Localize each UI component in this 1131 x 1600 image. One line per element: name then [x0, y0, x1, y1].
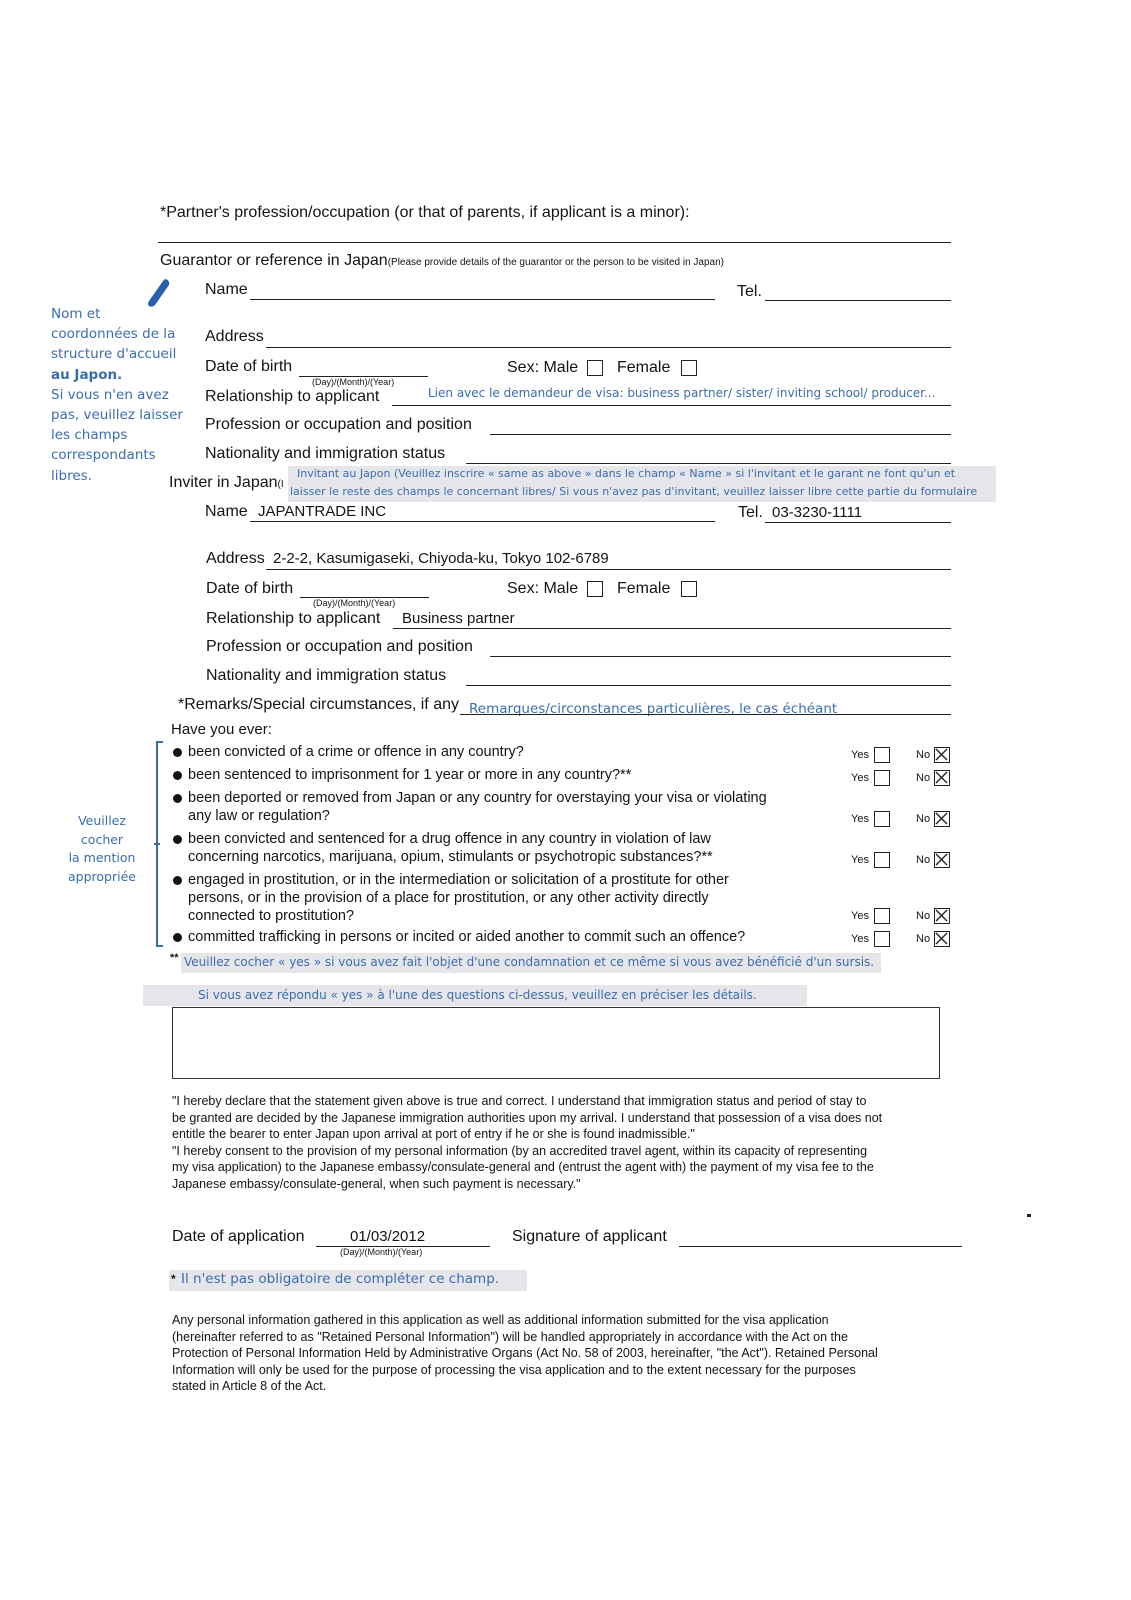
partner-profession-line[interactable]	[158, 242, 951, 243]
inviter-sex-label: Sex: Male	[507, 580, 579, 597]
bullet-icon	[173, 876, 182, 885]
yes-label: Yes	[851, 933, 869, 945]
question-1: been convicted of a crime or offence in any country?	[188, 744, 524, 760]
question-2: been sentenced to imprisonment for 1 year or more in any country?**	[188, 767, 632, 783]
q6-no-checkbox[interactable]	[934, 931, 950, 947]
guarantor-relationship-field[interactable]	[392, 405, 951, 406]
yes-label: Yes	[851, 749, 869, 761]
guarantor-nationality-field[interactable]	[466, 463, 951, 464]
optional-note-text: Il n'est pas obligatoire de compléter ce champ.	[181, 1271, 500, 1287]
yes-label: Yes	[851, 854, 869, 866]
q3-yes-checkbox[interactable]	[874, 811, 890, 827]
no-label: No	[916, 910, 931, 922]
inviter-name-value[interactable]: JAPANTRADE INC	[258, 503, 387, 520]
partner-profession-label: *Partner's profession/occupation (or that of parents, if applicant is a minor):	[160, 204, 690, 221]
inviter-tel-value[interactable]: 03-3230-1111	[772, 504, 863, 521]
optional-mark: *	[171, 1272, 176, 1286]
privacy-text: Any personal information gathered in this application as well as additional information submitted for the visa application (hereinafter referred to as "Retained Personal Information") will be handled appropriately in accordance with the Act on the Protection of Personal Information Held by Administrative Organs (Act No. 58 of 2003, hereinafter, "the Act"). Retained Personal Information will only be used for the purpose of processing the visa application and to the extent necessary for the purposes stated in Article 8 of the Act.	[172, 1313, 878, 1393]
question-6: committed trafficking in persons or incited or aided another to commit such an offence?	[188, 929, 746, 945]
q1-no-checkbox[interactable]	[934, 747, 950, 763]
question-4: been convicted and sentenced for a drug offence in any country in violation of law concerning narcotics, marijuana, opium, stimulants or psychotropic substances?**	[188, 831, 713, 865]
details-textarea[interactable]	[172, 1007, 940, 1079]
guarantor-female-checkbox[interactable]	[681, 360, 697, 376]
guarantor-tel-label: Tel.	[737, 283, 762, 300]
guarantor-relationship-note: Lien avec le demandeur de visa: business partner/ sister/ inviting school/ producer...	[428, 386, 936, 400]
inviter-address-label: Address	[206, 550, 265, 567]
optional-note-box	[169, 1270, 527, 1291]
no-label: No	[916, 813, 931, 825]
inviter-nationality-field[interactable]	[466, 685, 951, 686]
signature-label: Signature of applicant	[512, 1228, 667, 1245]
guarantor-subtitle: (Please provide details of the guarantor or the person to be visited in Japan)	[387, 257, 725, 268]
bullet-icon	[173, 933, 182, 942]
inviter-dob-label: Date of birth	[206, 580, 294, 597]
questions-side-note: Veuillez cocher la mention appropriée	[68, 813, 136, 884]
guarantor-female-label: Female	[617, 359, 671, 376]
scan-speck	[1027, 1214, 1031, 1217]
guarantor-nationality-label: Nationality and immigration status	[205, 445, 446, 462]
inviter-name-field[interactable]	[250, 521, 715, 522]
guarantor-profession-field[interactable]	[490, 434, 951, 435]
no-label: No	[916, 933, 931, 945]
inviter-note-box	[288, 466, 996, 502]
guarantor-name-label: Name	[205, 281, 248, 298]
no-label: No	[916, 854, 931, 866]
guarantor-male-checkbox[interactable]	[587, 360, 603, 376]
bullet-icon	[173, 835, 182, 844]
q5-yes-checkbox[interactable]	[874, 908, 890, 924]
yes-label: Yes	[851, 910, 869, 922]
inviter-female-checkbox[interactable]	[681, 581, 697, 597]
questions-heading: Have you ever:	[171, 721, 272, 738]
date-of-application-label: Date of application	[172, 1228, 305, 1245]
guarantor-tel-field[interactable]	[765, 300, 951, 301]
guarantor-title: Guarantor or reference in Japan(Please provide details of the guarantor or the person to be visited in Japan)	[160, 252, 725, 269]
guarantor-sex-label: Sex: Male	[507, 359, 579, 376]
guarantor-address-label: Address	[205, 328, 264, 345]
question-5: engaged in prostitution, or in the intermediation or solicitation of a prostitute for other persons, or in the provision of a place for prostitution, or any other activity directly connected to prostitution?	[188, 872, 729, 924]
questions-bracket-tick	[154, 843, 160, 845]
inviter-tel-field[interactable]	[765, 522, 951, 523]
remarks-note: Remarques/circonstances particulières, le cas échéant	[469, 701, 838, 717]
inviter-title: Inviter in Japan(I	[169, 474, 284, 491]
bullet-icon	[173, 748, 182, 757]
no-label: No	[916, 749, 931, 761]
question-3: been deported or removed from Japan or any country for overstaying your visa or violating any law or regulation?	[188, 790, 767, 824]
details-note-box	[143, 985, 807, 1006]
inviter-nationality-label: Nationality and immigration status	[206, 667, 447, 684]
bullet-icon	[173, 794, 182, 803]
q2-yes-checkbox[interactable]	[874, 770, 890, 786]
inviter-female-label: Female	[617, 580, 671, 597]
date-of-application-format: (Day)/(Month)/(Year)	[340, 1247, 423, 1257]
no-label: No	[916, 772, 931, 784]
guarantor-relationship-label: Relationship to applicant	[205, 388, 380, 405]
q4-yes-checkbox[interactable]	[874, 852, 890, 868]
details-note-text: Si vous avez répondu « yes » à l'une des questions ci-dessus, veuillez en préciser les détails.	[198, 988, 757, 1002]
guarantor-dob-format: (Day)/(Month)/(Year)	[312, 377, 395, 387]
q2-no-checkbox[interactable]	[934, 770, 950, 786]
guarantor-address-field[interactable]	[266, 347, 951, 348]
inviter-relationship-label: Relationship to applicant	[206, 610, 381, 627]
inviter-note-line1: Invitant au Japon (Veuillez inscrire « same as above » dans le champ « Name » si l'invitant et le garant ne font qu'un et	[297, 467, 956, 480]
q6-yes-checkbox[interactable]	[874, 931, 890, 947]
footnote-text: Veuillez cocher « yes » si vous avez fait l'objet d'une condamnation et ce même si vous avez bénéficié d'un sursis.	[184, 955, 875, 969]
guarantor-side-note: Nom et coordonnées de la structure d'accueil au Japon. Si vous n'en avez pas, veuillez laisser les champs correspondants libres.	[51, 306, 183, 484]
inviter-address-field[interactable]	[266, 569, 951, 570]
inviter-note-line2: laisser le reste des champs le concernant libres/ Si vous n'avez pas d'invitant, veuillez laisser libre cette partie du formulaire	[290, 485, 978, 498]
inviter-tel-label: Tel.	[738, 504, 763, 521]
inviter-address-value[interactable]: 2-2-2, Kasumigaseki, Chiyoda-ku, Tokyo 102-6789	[273, 550, 609, 567]
yes-label: Yes	[851, 772, 869, 784]
inviter-profession-field[interactable]	[490, 656, 951, 657]
inviter-male-checkbox[interactable]	[587, 581, 603, 597]
q3-no-checkbox[interactable]	[934, 811, 950, 827]
remarks-field[interactable]	[460, 714, 951, 715]
bullet-icon	[173, 771, 182, 780]
guarantor-name-field[interactable]	[250, 299, 715, 300]
declaration-text: "I hereby declare that the statement given above is true and correct. I understand that immigration status and period of stay to be granted are decided by the Japanese immigration authorities upon my arrival. I understand that possession of a visa does not entitle the bearer to enter Japan upon arrival at port of entry if he or she is found inadmissible." "I hereby consent to the provision of my personal information (by an accredited travel agent, within its capacity of representing my visa application) to the Japanese embassy/consulate-general and (entrust the agent with) the payment of my visa fee to the Japanese embassy/consulate-general, when such payment is necessary."	[172, 1094, 883, 1191]
date-of-application-value[interactable]: 01/03/2012	[350, 1228, 426, 1245]
signature-field[interactable]	[679, 1246, 962, 1247]
inviter-profession-label: Profession or occupation and position	[206, 638, 473, 655]
guarantor-profession-label: Profession or occupation and position	[205, 416, 472, 433]
q5-no-checkbox[interactable]	[934, 908, 950, 924]
inviter-relationship-value[interactable]: Business partner	[402, 610, 515, 627]
q1-yes-checkbox[interactable]	[874, 747, 890, 763]
inviter-name-label: Name	[205, 503, 248, 520]
inviter-relationship-field[interactable]	[393, 628, 951, 629]
yes-label: Yes	[851, 813, 869, 825]
q4-no-checkbox[interactable]	[934, 852, 950, 868]
remarks-label: *Remarks/Special circumstances, if any	[178, 696, 459, 713]
footnote-mark: **	[170, 952, 179, 964]
guarantor-dob-label: Date of birth	[205, 358, 293, 375]
inviter-dob-format: (Day)/(Month)/(Year)	[313, 598, 396, 608]
footnote-box	[181, 953, 881, 973]
